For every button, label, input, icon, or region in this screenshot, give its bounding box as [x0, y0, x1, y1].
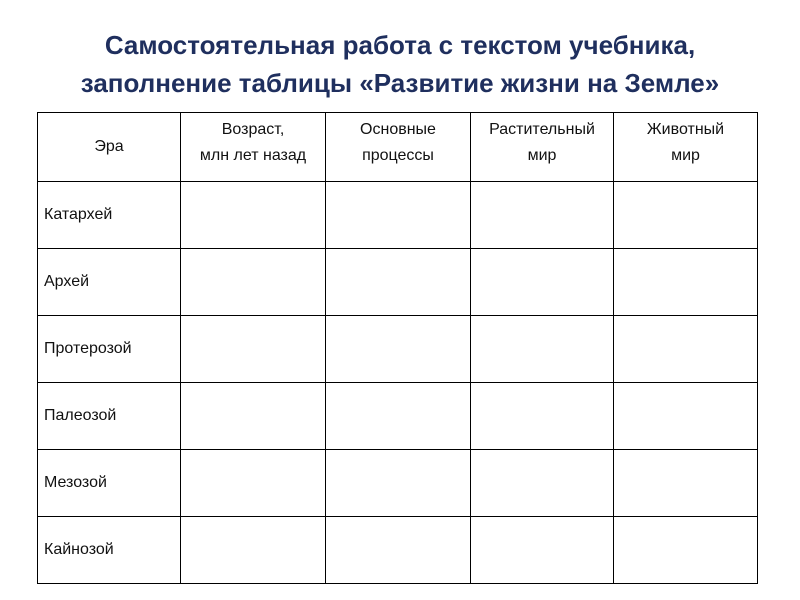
age-cell[interactable]	[181, 249, 326, 316]
flora-cell[interactable]	[471, 182, 614, 249]
header-era: Эра	[38, 113, 181, 182]
table-row	[38, 450, 758, 517]
era-cell: Кайнозой	[38, 517, 181, 584]
age-cell[interactable]	[181, 517, 326, 584]
header-flora: Растительный мир	[471, 113, 614, 182]
fauna-cell[interactable]	[614, 450, 758, 517]
header-main-processes: Основные процессы	[326, 113, 471, 182]
era-cell: Палеозой	[38, 383, 181, 450]
fauna-cell[interactable]	[614, 249, 758, 316]
fauna-cell[interactable]	[614, 316, 758, 383]
title-line-1: Самостоятельная работа с текстом учебника,	[104, 30, 696, 60]
table-row	[38, 182, 758, 249]
page-title	[0, 26, 800, 102]
age-cell[interactable]	[181, 182, 326, 249]
processes-cell[interactable]	[326, 182, 471, 249]
era-cell: Катархей	[38, 182, 181, 249]
table-header-row	[38, 113, 758, 182]
era-cell: Мезозой	[38, 450, 181, 517]
flora-cell[interactable]	[471, 249, 614, 316]
life-development-table	[37, 112, 758, 584]
age-cell[interactable]	[181, 383, 326, 450]
title-line-2: заполнение таблицы «Развитие жизни на Земле»	[80, 68, 720, 98]
age-cell[interactable]	[181, 316, 326, 383]
table-row	[38, 383, 758, 450]
header-fauna: Животный мир	[614, 113, 758, 182]
age-cell[interactable]	[181, 450, 326, 517]
flora-cell[interactable]	[471, 383, 614, 450]
processes-cell[interactable]	[326, 517, 471, 584]
fauna-cell[interactable]	[614, 182, 758, 249]
flora-cell[interactable]	[471, 450, 614, 517]
processes-cell[interactable]	[326, 316, 471, 383]
processes-cell[interactable]	[326, 383, 471, 450]
flora-cell[interactable]	[471, 316, 614, 383]
fauna-cell[interactable]	[614, 383, 758, 450]
table-row	[38, 249, 758, 316]
table-row	[38, 517, 758, 584]
processes-cell[interactable]	[326, 450, 471, 517]
era-cell: Архей	[38, 249, 181, 316]
fauna-cell[interactable]	[614, 517, 758, 584]
header-age: Возраст, млн лет назад	[181, 113, 326, 182]
table-row	[38, 316, 758, 383]
processes-cell[interactable]	[326, 249, 471, 316]
era-cell: Протерозой	[38, 316, 181, 383]
flora-cell[interactable]	[471, 517, 614, 584]
